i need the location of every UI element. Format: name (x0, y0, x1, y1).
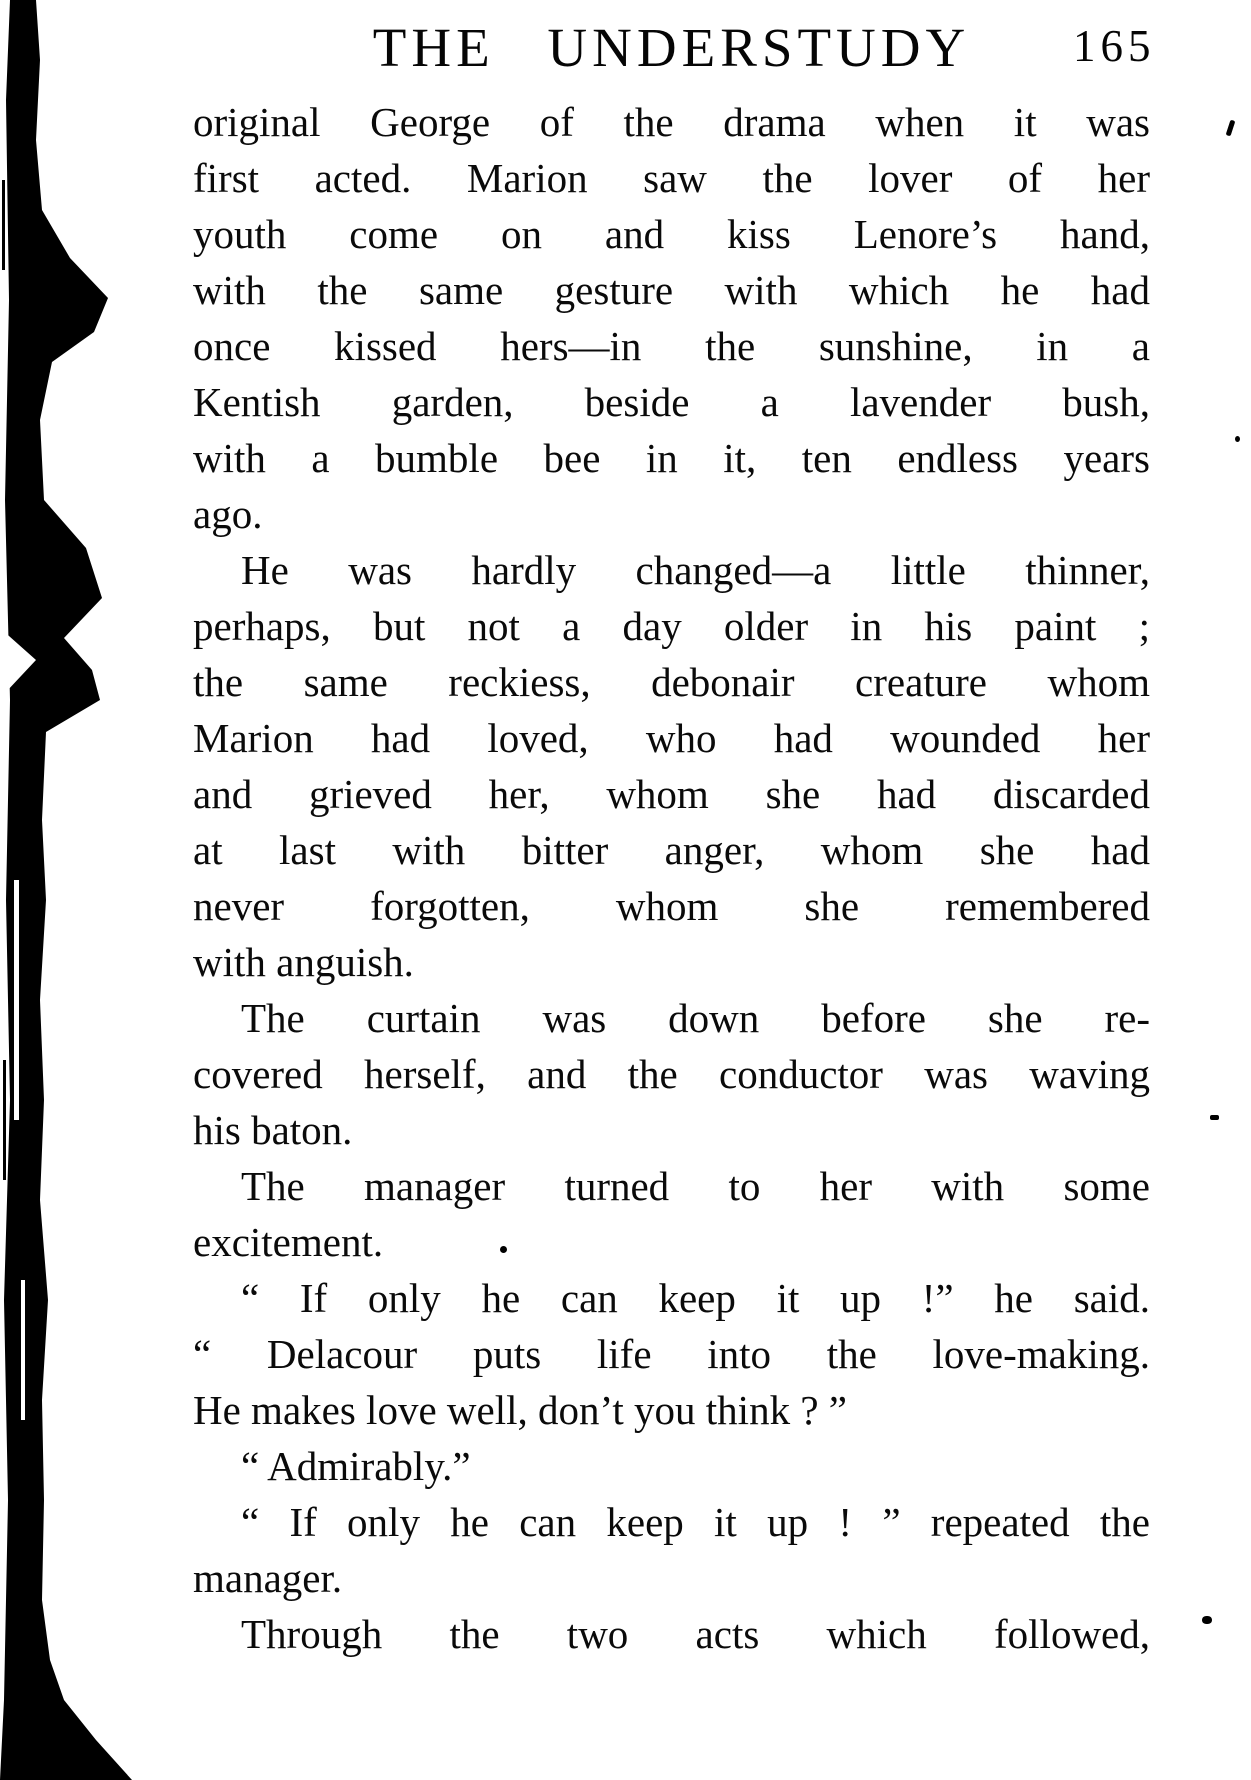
running-head (193, 10, 1156, 80)
text-line: The curtain was down before she re- (241, 995, 1150, 1041)
text-line: He makes love well, don’t you think ? ” (193, 1387, 847, 1433)
text-line: youth come on and kiss Lenore’s hand, (193, 211, 1150, 257)
text-line: and grieved her, whom she had discarded (193, 771, 1150, 817)
text-line: with the same gesture with which he had (193, 267, 1150, 313)
ink-speck (1226, 120, 1236, 137)
text-line: “ Admirably.” (241, 1443, 471, 1489)
text-line: ago. (193, 491, 263, 537)
text-line: covered herself, and the conductor was waving (193, 1051, 1150, 1097)
text-line: with a bumble bee in it, ten endless years (193, 435, 1150, 481)
text-line: He was hardly changed—a little thinner, (241, 547, 1150, 593)
text-line: at last with bitter anger, whom she had (193, 827, 1150, 873)
ink-speck (1202, 1616, 1212, 1624)
text-line: manager. (193, 1555, 343, 1601)
ink-speck (500, 1246, 507, 1253)
text-line: with anguish. (193, 939, 414, 985)
ink-speck (1210, 1115, 1219, 1120)
text-line: once kissed hers—in the sunshine, in a (193, 323, 1150, 369)
text-line: Kentish garden, beside a lavender bush, (193, 379, 1150, 425)
text-line: “ If only he can keep it up !” he said. (241, 1275, 1150, 1321)
text-line: never forgotten, whom she remembered (193, 883, 1150, 929)
text-line: first acted. Marion saw the lover of her (193, 155, 1150, 201)
page-title: THE UNDERSTUDY (372, 17, 971, 78)
ink-speck (1235, 436, 1240, 442)
text-line: his baton. (193, 1107, 353, 1153)
binding-edge (0, 0, 140, 1780)
page-text (193, 94, 1150, 1662)
text-line: Through the two acts which followed, (241, 1611, 1150, 1657)
text-line: The manager turned to her with some (241, 1163, 1150, 1209)
text-line: excitement. (193, 1219, 384, 1265)
text-line: original George of the drama when it was (193, 99, 1150, 145)
text-line: “ Delacour puts life into the love-making. (193, 1331, 1150, 1377)
text-line: Marion had loved, who had wounded her (193, 715, 1150, 761)
page-number: 165 (1073, 21, 1156, 71)
text-line: the same reckiess, debonair creature whom (193, 659, 1150, 705)
text-line: perhaps, but not a day older in his paint ; (193, 603, 1150, 649)
text-line: “ If only he can keep it up ! ” repeated the (241, 1499, 1150, 1545)
